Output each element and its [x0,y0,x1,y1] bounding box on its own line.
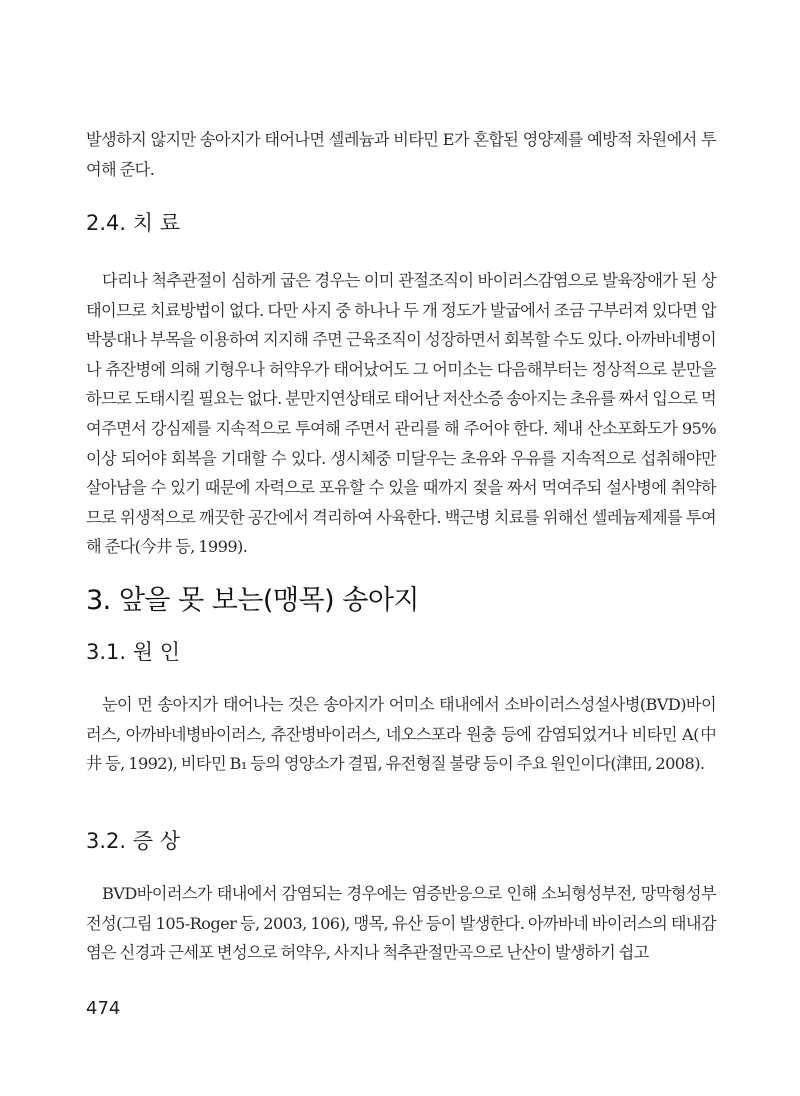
body-paragraph-symptoms: BVD바이러스가 태내에서 감염되는 경우에는 염증반응으로 인해 소뇌형성부전, 망막형성부전성(그림 105-Roger 등, 2003, 106), 맹목, 유산 등이 발생한다. 아까바네 바이러스의 태내감염은 신경과 근세포 변성으로 허약우, 사지나 척추관절만곡으로 난산이 발생하기 쉽고 [86,884,716,963]
body-paragraph-cause: 눈이 먼 송아지가 태어나는 것은 송아지가 어미소 태내에서 소바이러스성설사병(BVD)바이러스, 아까바네병바이러스, 츄잔병바이러스, 네오스포라 원충 등에 감염되었거나 비타민 A(中井 등, 1992), 비타민 B₁ 등의 영양소가 결핍, 유전형질 불량 등이 주요 원인이다(津田, 2008). [86,695,716,774]
section-heading-3-1-cause: 3.1. 원 인 [86,640,180,664]
section-heading-3-2-symptoms: 3.2. 증 상 [86,829,180,853]
body-paragraph-continuation: 발생하지 않지만 송아지가 태어나면 셀레늄과 비타민 E가 혼합된 영양제를 예방적 차원에서 투여해 준다. [86,130,716,179]
chapter-heading-3-blind-calf: 3. 앞을 못 보는(맹목) 송아지 [86,585,419,616]
section-heading-2-4-treatment: 2.4. 치 료 [86,211,180,235]
page-number: 474 [86,998,121,1019]
body-paragraph-treatment: 다리나 척추관절이 심하게 굽은 경우는 이미 관절조직이 바이러스감염으로 발육장애가 된 상태이므로 치료방법이 없다. 다만 사지 중 하나나 두 개 정도가 발굽에서 조금 구부러져 있다면 압박붕대나 부목을 이용하여 지지해 주면 근육조직이 성장하면서 회복할 수도 있다. 아까바네병이나 츄잔병에 의해 기형우나 허약우가 태어났어도 그 어미소는 다음해부터는 정상적으로 분만을 하므로 도태시킬 필요는 없다. 분만지연상태로 태어난 저산소증 송아지는 초유를 짜서 입으로 먹여주면서 강심제를 지속적으로 투여해 주면서 관리를 해 주어야 한다. 체내 산소포화도가 95% 이상 되어야 회복을 기대할 수 있다. 생시체중 미달우는 초유와 우유를 지속적으로 섭취해야만 살아남을 수 있기 때문에 자력으로 포유할 수 있을 때까지 젖을 짜서 먹여주되 설사병에 취약하므로 위생적으로 깨끗한 공간에서 격리하여 사육한다. 백근병 치료를 위해선 셀레늄제제를 투여해 준다(今井 등, 1999). [86,271,716,557]
